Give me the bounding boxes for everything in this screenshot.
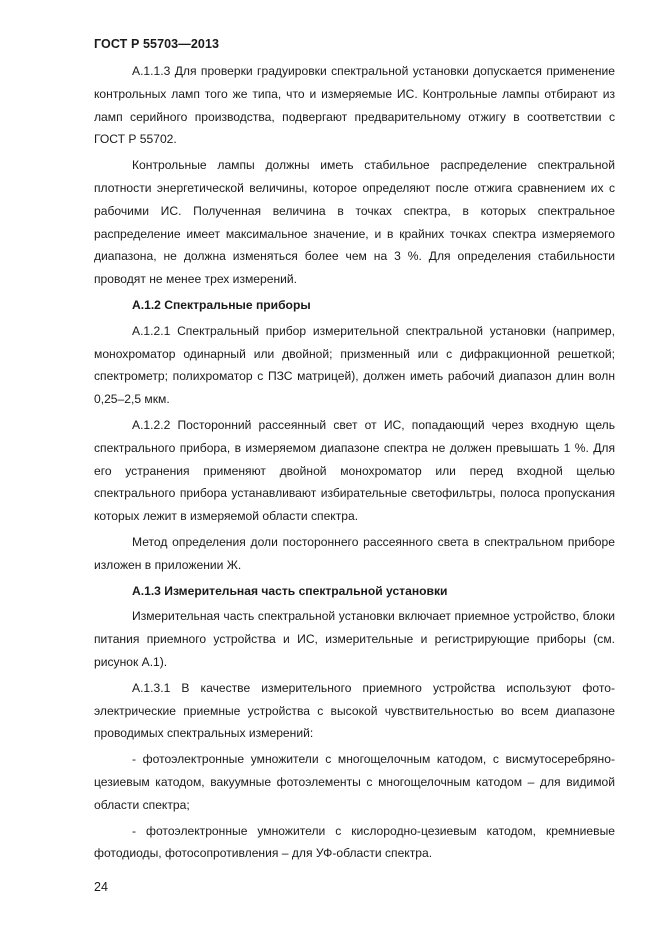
paragraph-control-lamps: Контрольные лампы должны иметь стабильное распределение спектральной плотности энергетической величины, которое определяют после отжига сравнением их с рабочими ИС. Полученная величина в точках спектра, в которых спектральное распределение имеет максимальное значение, и в крайних точках спектра измеряемого диапазона, не должна изменяться более чем на 3 %. Для определения стабильности проводят не менее трех измерений. <box>94 158 615 287</box>
list-item-uv-range: - фотоэлектронные умножители с кислородно-цезиевым катодом, кремниевые фотодиоды, фотосопротивления – для УФ-области спектра. <box>94 823 615 861</box>
paragraph-a-1-3-1: А.1.3.1 В качестве измерительного приемного устройства используют фотоэлектрические приемные устройства с высокой чувствительностью во всем диапазоне проводимых спектральных измерений: <box>94 680 615 741</box>
heading-a-1-2: А.1.2 Спектральные приборы <box>132 297 311 312</box>
list-item-visible-range: - фотоэлектронные умножители с многощелочным катодом, с висмутосеребряно-цезиевым катодом, вакуумные фотоэлементы с многощелочным катодом – для видимой области спектра; <box>94 752 615 812</box>
paragraph-a-1-2-1: А.1.2.1 Спектральный прибор измерительной спектральной установки (например, монохроматор одинарный или двойной; призменный или с дифракционной решеткой; спектрометр; полихроматор с ПЗС матрицей), должен иметь рабочий диапазон длин волн 0,25–2,5 мкм. <box>94 323 615 407</box>
heading-a-1-3: А.1.3 Измерительная часть спектральной установки <box>132 583 448 598</box>
page-number: 24 <box>94 880 108 894</box>
document-header: ГОСТ Р 55703—2013 <box>94 37 220 51</box>
paragraph-a-1-2-2: А.1.2.2 Посторонний рассеянный свет от ИС, попадающий через входную щель спектрального прибора, в измеряемом диапазоне спектра не должен превышать 1 %. Для его устранения применяют двойной монохроматор или перед входной щелью спектрального прибора устанавливают избирательные светофильтры, полоса пропускания которых лежит в измеряемой области спектра. <box>94 417 615 524</box>
document-body <box>94 60 615 868</box>
paragraph-a-1-1-3: А.1.1.3 Для проверки градуировки спектральной установки допускается применение контрольных ламп того же типа, что и измеряемые ИС. Контрольные лампы отбирают из ламп серийного производства, подвергают предварительному отжигу в соответствии с ГОСТ Р 55702. <box>94 64 615 147</box>
paragraph-stray-light-method: Метод определения доли постороннего рассеянного света в спектральном приборе изложен в приложении Ж. <box>94 534 615 572</box>
paragraph-measuring-part: Измерительная часть спектральной установки включает приемное устройство, блоки питания приемного устройства и ИС, измерительные и регистрирующие приборы (см. рисунок А.1). <box>94 609 615 669</box>
